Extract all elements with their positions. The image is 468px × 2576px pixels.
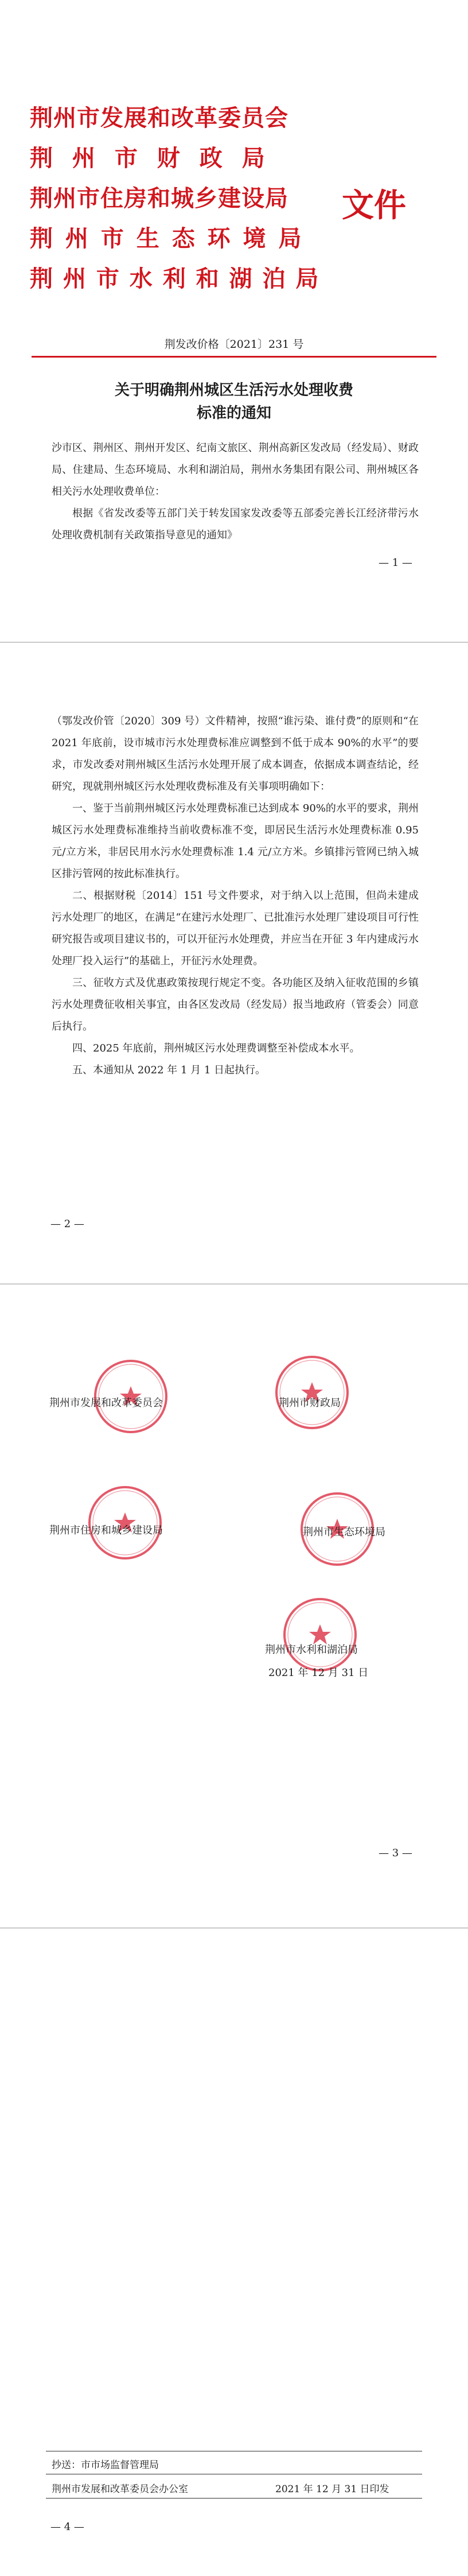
red-divider [32, 356, 436, 358]
item-4: 四、2025 年底前，荆州城区污水处理费调整至补偿成本水平。 [72, 1042, 360, 1054]
header-org-ndrc: 荆州市发展和改革委员会 [30, 104, 288, 131]
print-date: 2021 年 12 月 31 日印发 [275, 2484, 389, 2495]
page-number-1: — 1 — [379, 557, 412, 569]
issuing-office: 荆州市发展和改革委员会办公室 [52, 2484, 188, 2495]
intro-paragraph: 根据《省发改委等五部门关于转发国家发改委等五部委完善长江经济带污水处理收费机制有关政策指导意见的通知》 [52, 507, 419, 541]
footer-rule-bottom [46, 2498, 422, 2499]
page-divider [0, 642, 468, 643]
seal-water-icon [281, 1596, 359, 1674]
header-org-water: 荆 州 市 水 利 和 湖 泊 局 [30, 265, 320, 292]
recipients: 沙市区、荆州区、荆州开发区、纪南文旅区、荆州高新区发改局（经发局）、财政局、住建局、生态环境局、水利和湖泊局，荆州水务集团有限公司、荆州城区各相关污水处理收费单位： [52, 442, 419, 498]
signatory-ndrc: 荆州市发展和改革委员会 [49, 1397, 163, 1409]
header-org-finance: 荆 州 市 财 政 局 [30, 145, 271, 172]
doc-title-line1: 关于明确荆州城区生活污水处理收费 [114, 382, 353, 399]
page-number-3: — 3 — [379, 1847, 412, 1859]
page-divider [0, 1283, 468, 1285]
seal-finance-icon [273, 1353, 351, 1431]
header-org-housing: 荆州市住房和城乡建设局 [30, 185, 288, 212]
intro-continued: （鄂发改价管〔2020〕309 号）文件精神，按照“谁污染、谁付费”的原则和“在 2021 年底前，设市城市污水处理费标准应调整到不低于成本 90%的水平”的要求，市发改委对荆州城区生活污水处理开展了成本调查，依据成本调查结论，经研究，现就荆州城区污水处理收费标准及有关事项明确如下： [52, 715, 419, 793]
page2-body [52, 711, 419, 1081]
item-5: 五、本通知从 2022 年 1 月 1 日起执行。 [72, 1064, 266, 1076]
item-2: 二、根据财税〔2014〕151 号文件要求，对于纳入以上范围，但尚未建成污水处理厂的地区，在满足“在建污水处理厂、已批准污水处理厂建设项目可行性研究报告或项目建议书的，可以开征污水处理费，并应当在开征 3 年内建成污水处理厂投入运行”的基础上，开征污水处理费。 [52, 890, 419, 967]
page1-body [52, 437, 419, 546]
signing-date: 2021 年 12 月 31 日 [268, 1667, 369, 1679]
doc-title-line2: 标准的通知 [196, 405, 271, 422]
header-org-environment: 荆 州 市 生 态 环 境 局 [30, 225, 304, 252]
page-number-2: — 2 — [50, 1218, 84, 1230]
doc-number: 荆发改价格〔2021〕231 号 [164, 338, 304, 351]
signatory-housing: 荆州市住房和城乡建设局 [49, 1524, 163, 1537]
doc-title [0, 379, 468, 425]
signatory-water: 荆州市水利和湖泊局 [265, 1644, 358, 1656]
item-3: 三、征收方式及优惠政策按现行规定不变。各功能区及纳入征收范围的乡镇污水处理费征收相关事宜，由各区发改局（经发局）报当地政府（管委会）同意后执行。 [52, 977, 419, 1033]
header-wenjian: 文件 [342, 187, 406, 224]
cc-line: 抄送：市市场监督管理局 [52, 2459, 159, 2471]
page-divider [0, 1927, 468, 1929]
seal-finance [273, 1353, 351, 1431]
signatory-finance: 荆州市财政局 [279, 1397, 341, 1409]
item-1: 一、鉴于当前荆州城区污水处理费标准已达到成本 90%的水平的要求，荆州城区污水处理费标准维持当前收费标准不变，即居民生活污水处理费标准 0.95 元/立方米，非居民用水污水处理费标准 1.4 元/立方米。乡镇排污管网已纳入城区排污管网的按此标准执行。 [52, 802, 419, 880]
signatory-environment: 荆州市生态环境局 [303, 1526, 385, 1538]
page-number-4: — 4 — [50, 2521, 84, 2533]
seal-water [281, 1596, 359, 1674]
